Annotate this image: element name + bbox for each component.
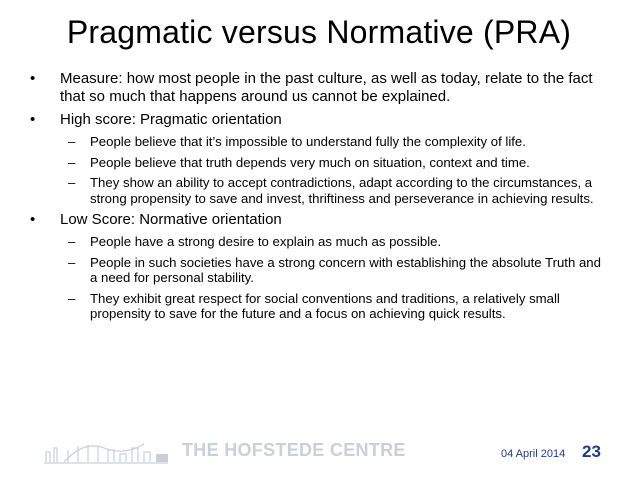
sub-bullet-text: People believe that truth depends very much on situation, context and time. [90, 154, 530, 170]
sub-bullet-text: People believe that it’s impossible to understand fully the complexity of life. [90, 134, 526, 149]
sub-bullet-text: People in such societies have a strong concern with establishing the absolute Truth and a need for personal stability. [90, 254, 601, 285]
bullet-text: Measure: how most people in the past culture, as well as today, relate to the fact that so much that happens around us cannot be explained. [60, 70, 593, 105]
sub-bullet-item [30, 134, 610, 150]
sub-bullet-text: People have a strong desire to explain as much as possible. [90, 234, 442, 249]
logo-text: THE HOFSTEDE CENTRE [182, 440, 406, 460]
sub-bullet-item [30, 155, 610, 171]
sub-bullet-text: They exhibit great respect for social conventions and traditions, a relatively small propensity to save for the future and a focus on achieving quick results. [90, 290, 560, 321]
hofstede-logo [44, 436, 406, 466]
sub-bullet-mark: – [68, 254, 76, 270]
skyline-icon [44, 436, 174, 466]
sub-bullet-mark: – [68, 234, 76, 249]
bullet-text: Low Score: Normative orientation [60, 211, 282, 228]
slide-date: 04 April 2014 [501, 448, 566, 460]
sub-bullet-text: They show an ability to accept contradictions, adapt according to the circumstances, a strong propensity to save and invest, thriftiness and perseverance in achieving results. [90, 175, 594, 206]
sub-bullet-item [30, 175, 610, 206]
page-number: 23 [582, 442, 601, 461]
bullet-item [30, 211, 610, 229]
bullet-mark: • [30, 70, 36, 87]
sub-bullet-item [30, 291, 610, 322]
slide-footer [0, 436, 638, 466]
bullet-mark: • [30, 111, 36, 128]
bullet-text: High score: Pragmatic orientation [60, 111, 282, 128]
bullet-item [30, 111, 610, 129]
sub-bullet-mark: – [68, 154, 76, 170]
bullet-item [30, 70, 610, 106]
sub-bullet-item [30, 255, 610, 286]
sub-bullet-mark: – [68, 134, 76, 149]
sub-bullet-mark: – [68, 175, 76, 190]
sub-bullet-mark: – [68, 290, 76, 306]
slide-body [30, 70, 610, 327]
sub-bullet-item [30, 234, 610, 250]
bullet-mark: • [30, 211, 36, 228]
slide-title: Pragmatic versus Normative (PRA) [66, 14, 572, 50]
